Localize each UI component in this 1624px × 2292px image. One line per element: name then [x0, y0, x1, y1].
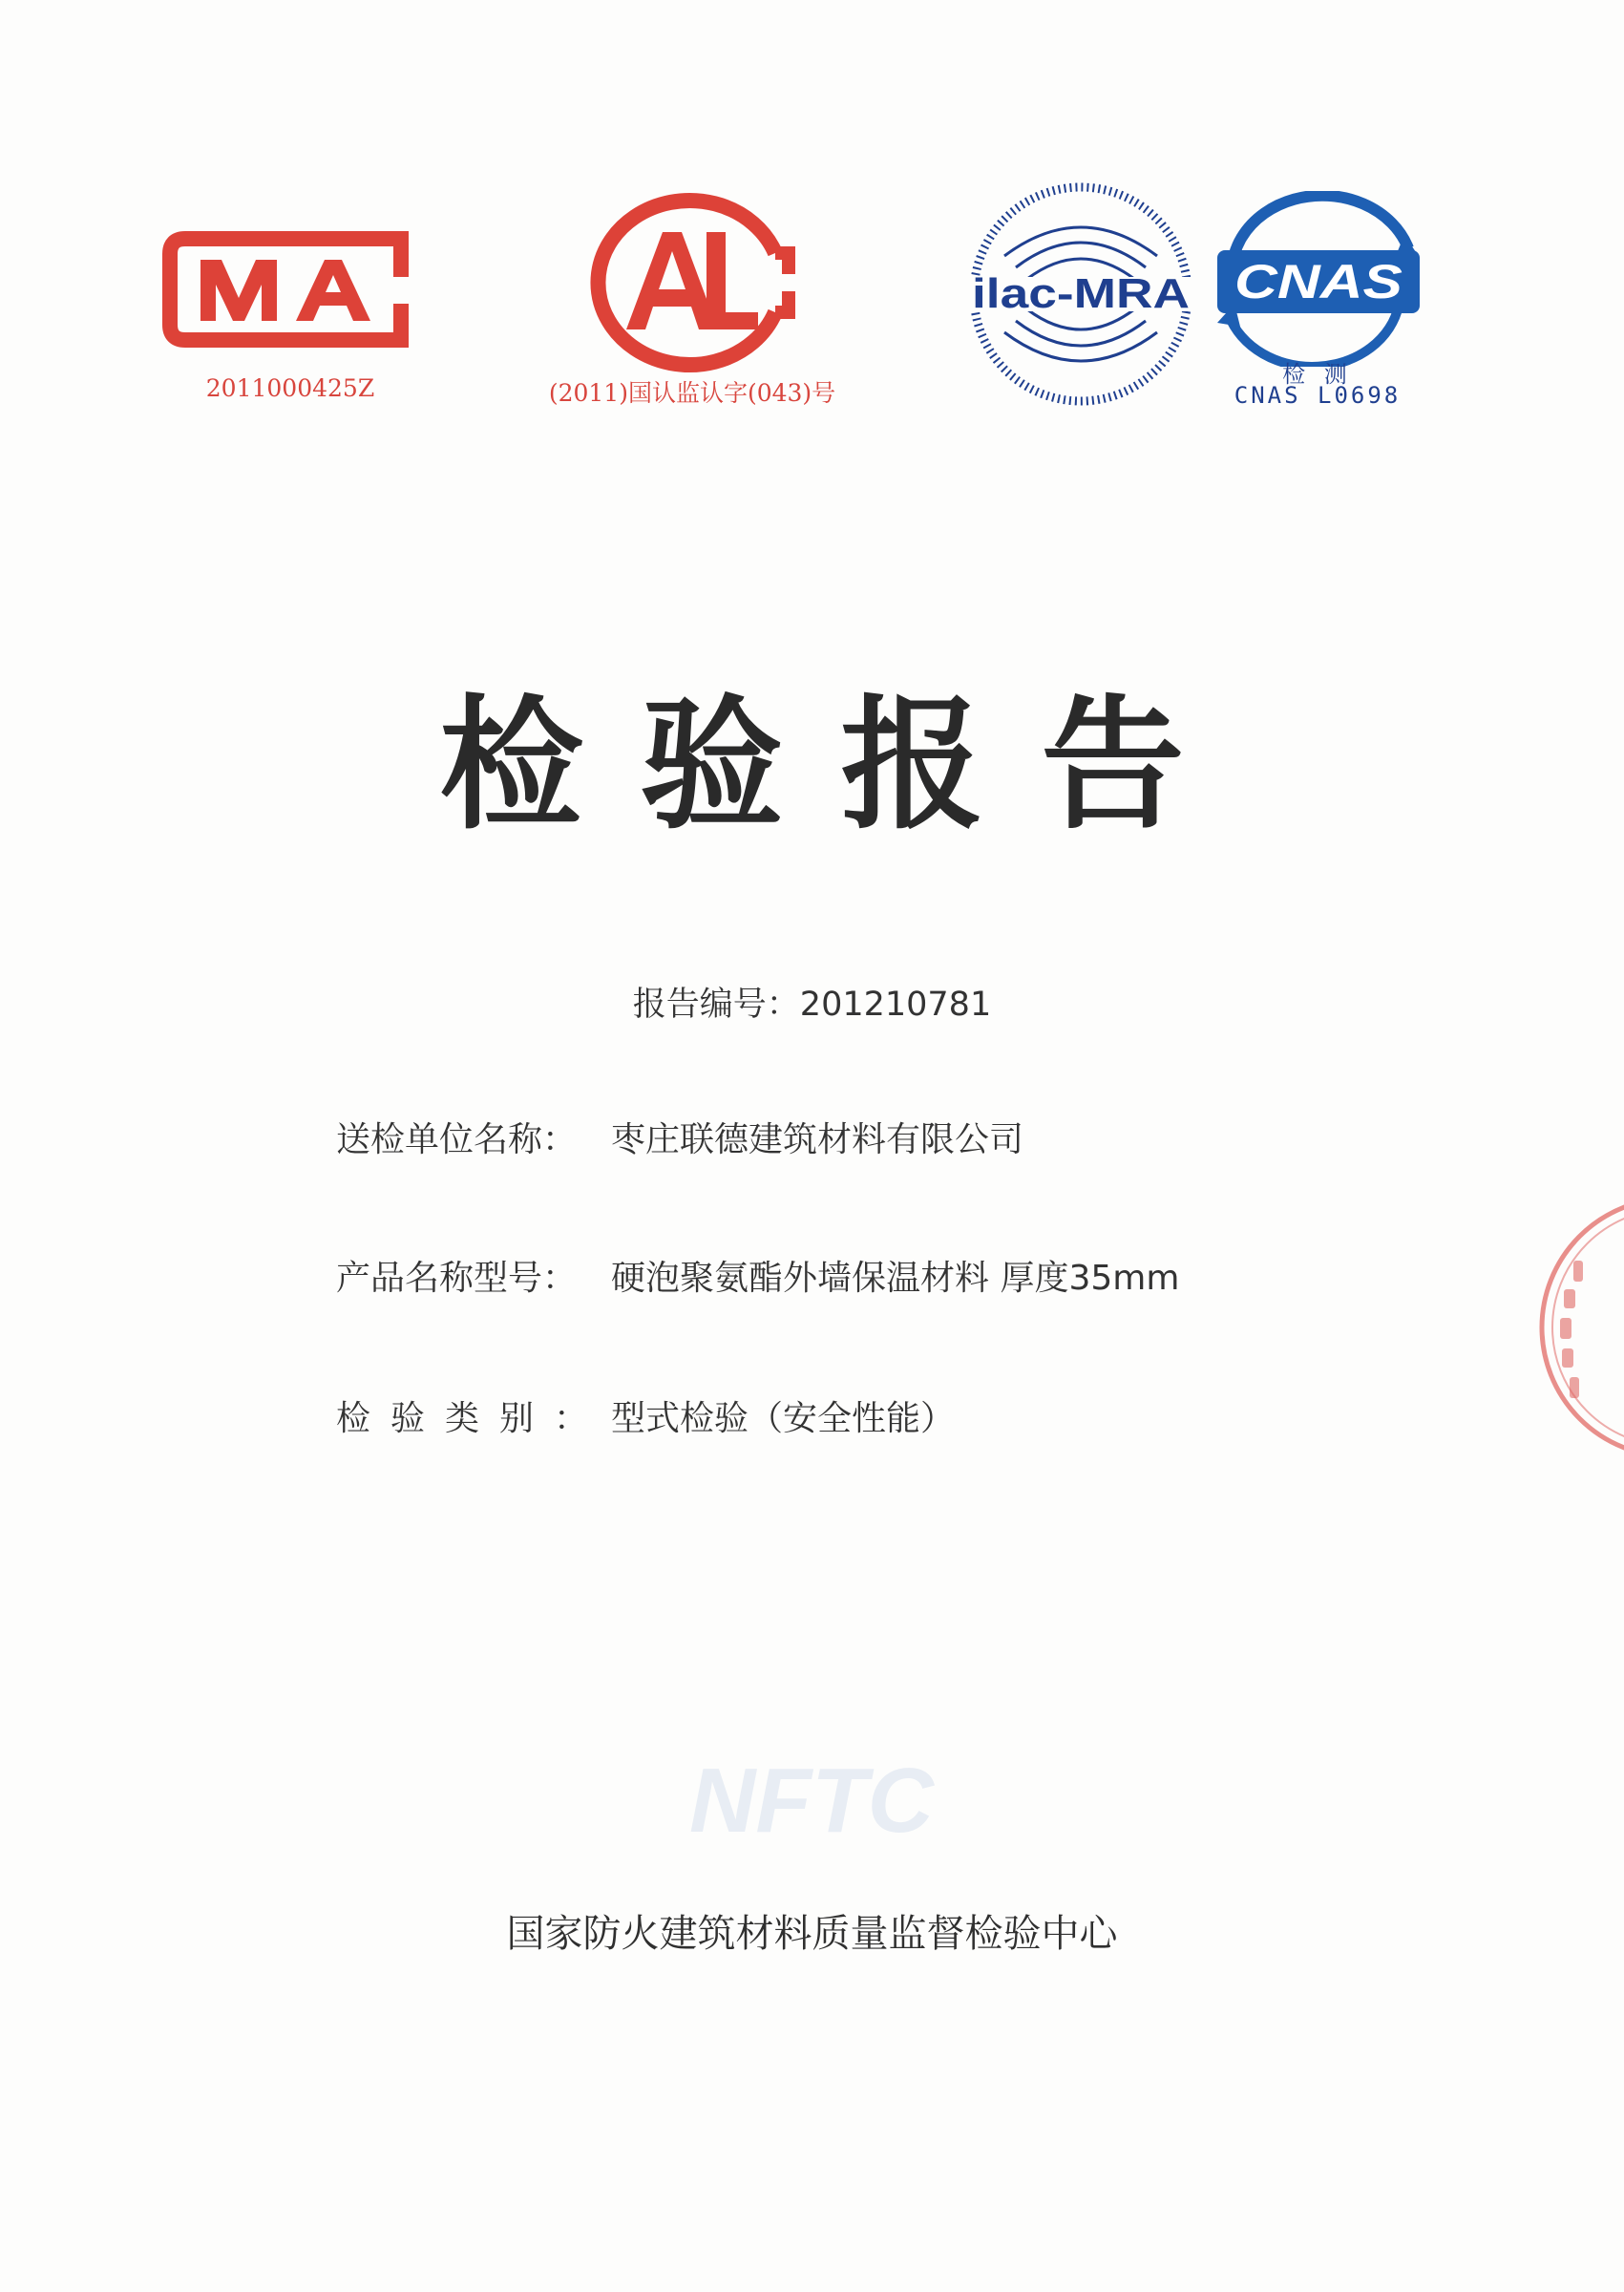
- nftc-watermark: [640, 1748, 983, 1853]
- ilac-mra-logo: [966, 180, 1195, 409]
- sender-value: 枣庄联德建筑材料有限公司: [611, 1120, 1024, 1159]
- svg-text:CNAS: CNAS: [1234, 255, 1403, 308]
- page-title: 检验报告: [439, 683, 1242, 849]
- cnas-caption-cn: 检 测: [1282, 361, 1353, 388]
- sender-label: 送检单位名称：: [336, 1120, 578, 1159]
- issuing-organization: 国家防火建筑材料质量监督检验中心: [506, 1912, 1118, 1956]
- cma-caption: 2011000425Z: [205, 374, 375, 402]
- category-label: 检验类别：: [336, 1399, 609, 1438]
- cnas-logo: [1208, 191, 1429, 367]
- report-number-label: 报告编号：: [632, 986, 800, 1024]
- svg-text:ilac-MRA: ilac-MRA: [972, 270, 1190, 317]
- cal-caption: (2011)国认监认字(043)号: [548, 379, 836, 407]
- seal-stamp: [1528, 1194, 1624, 1461]
- category-value: 型式检验（安全性能）: [611, 1399, 956, 1438]
- product-label: 产品名称型号：: [336, 1259, 578, 1298]
- cal-logo: [584, 186, 798, 377]
- cma-logo: [162, 218, 418, 363]
- cnas-caption-code: CNAS L0698: [1234, 382, 1402, 409]
- report-number-value: 201210781: [799, 986, 992, 1024]
- report-number: [0, 978, 1624, 1026]
- watermark-text: NFTC: [689, 1750, 934, 1852]
- product-value: 硬泡聚氨酯外墙保温材料 厚度35mm: [611, 1259, 1180, 1298]
